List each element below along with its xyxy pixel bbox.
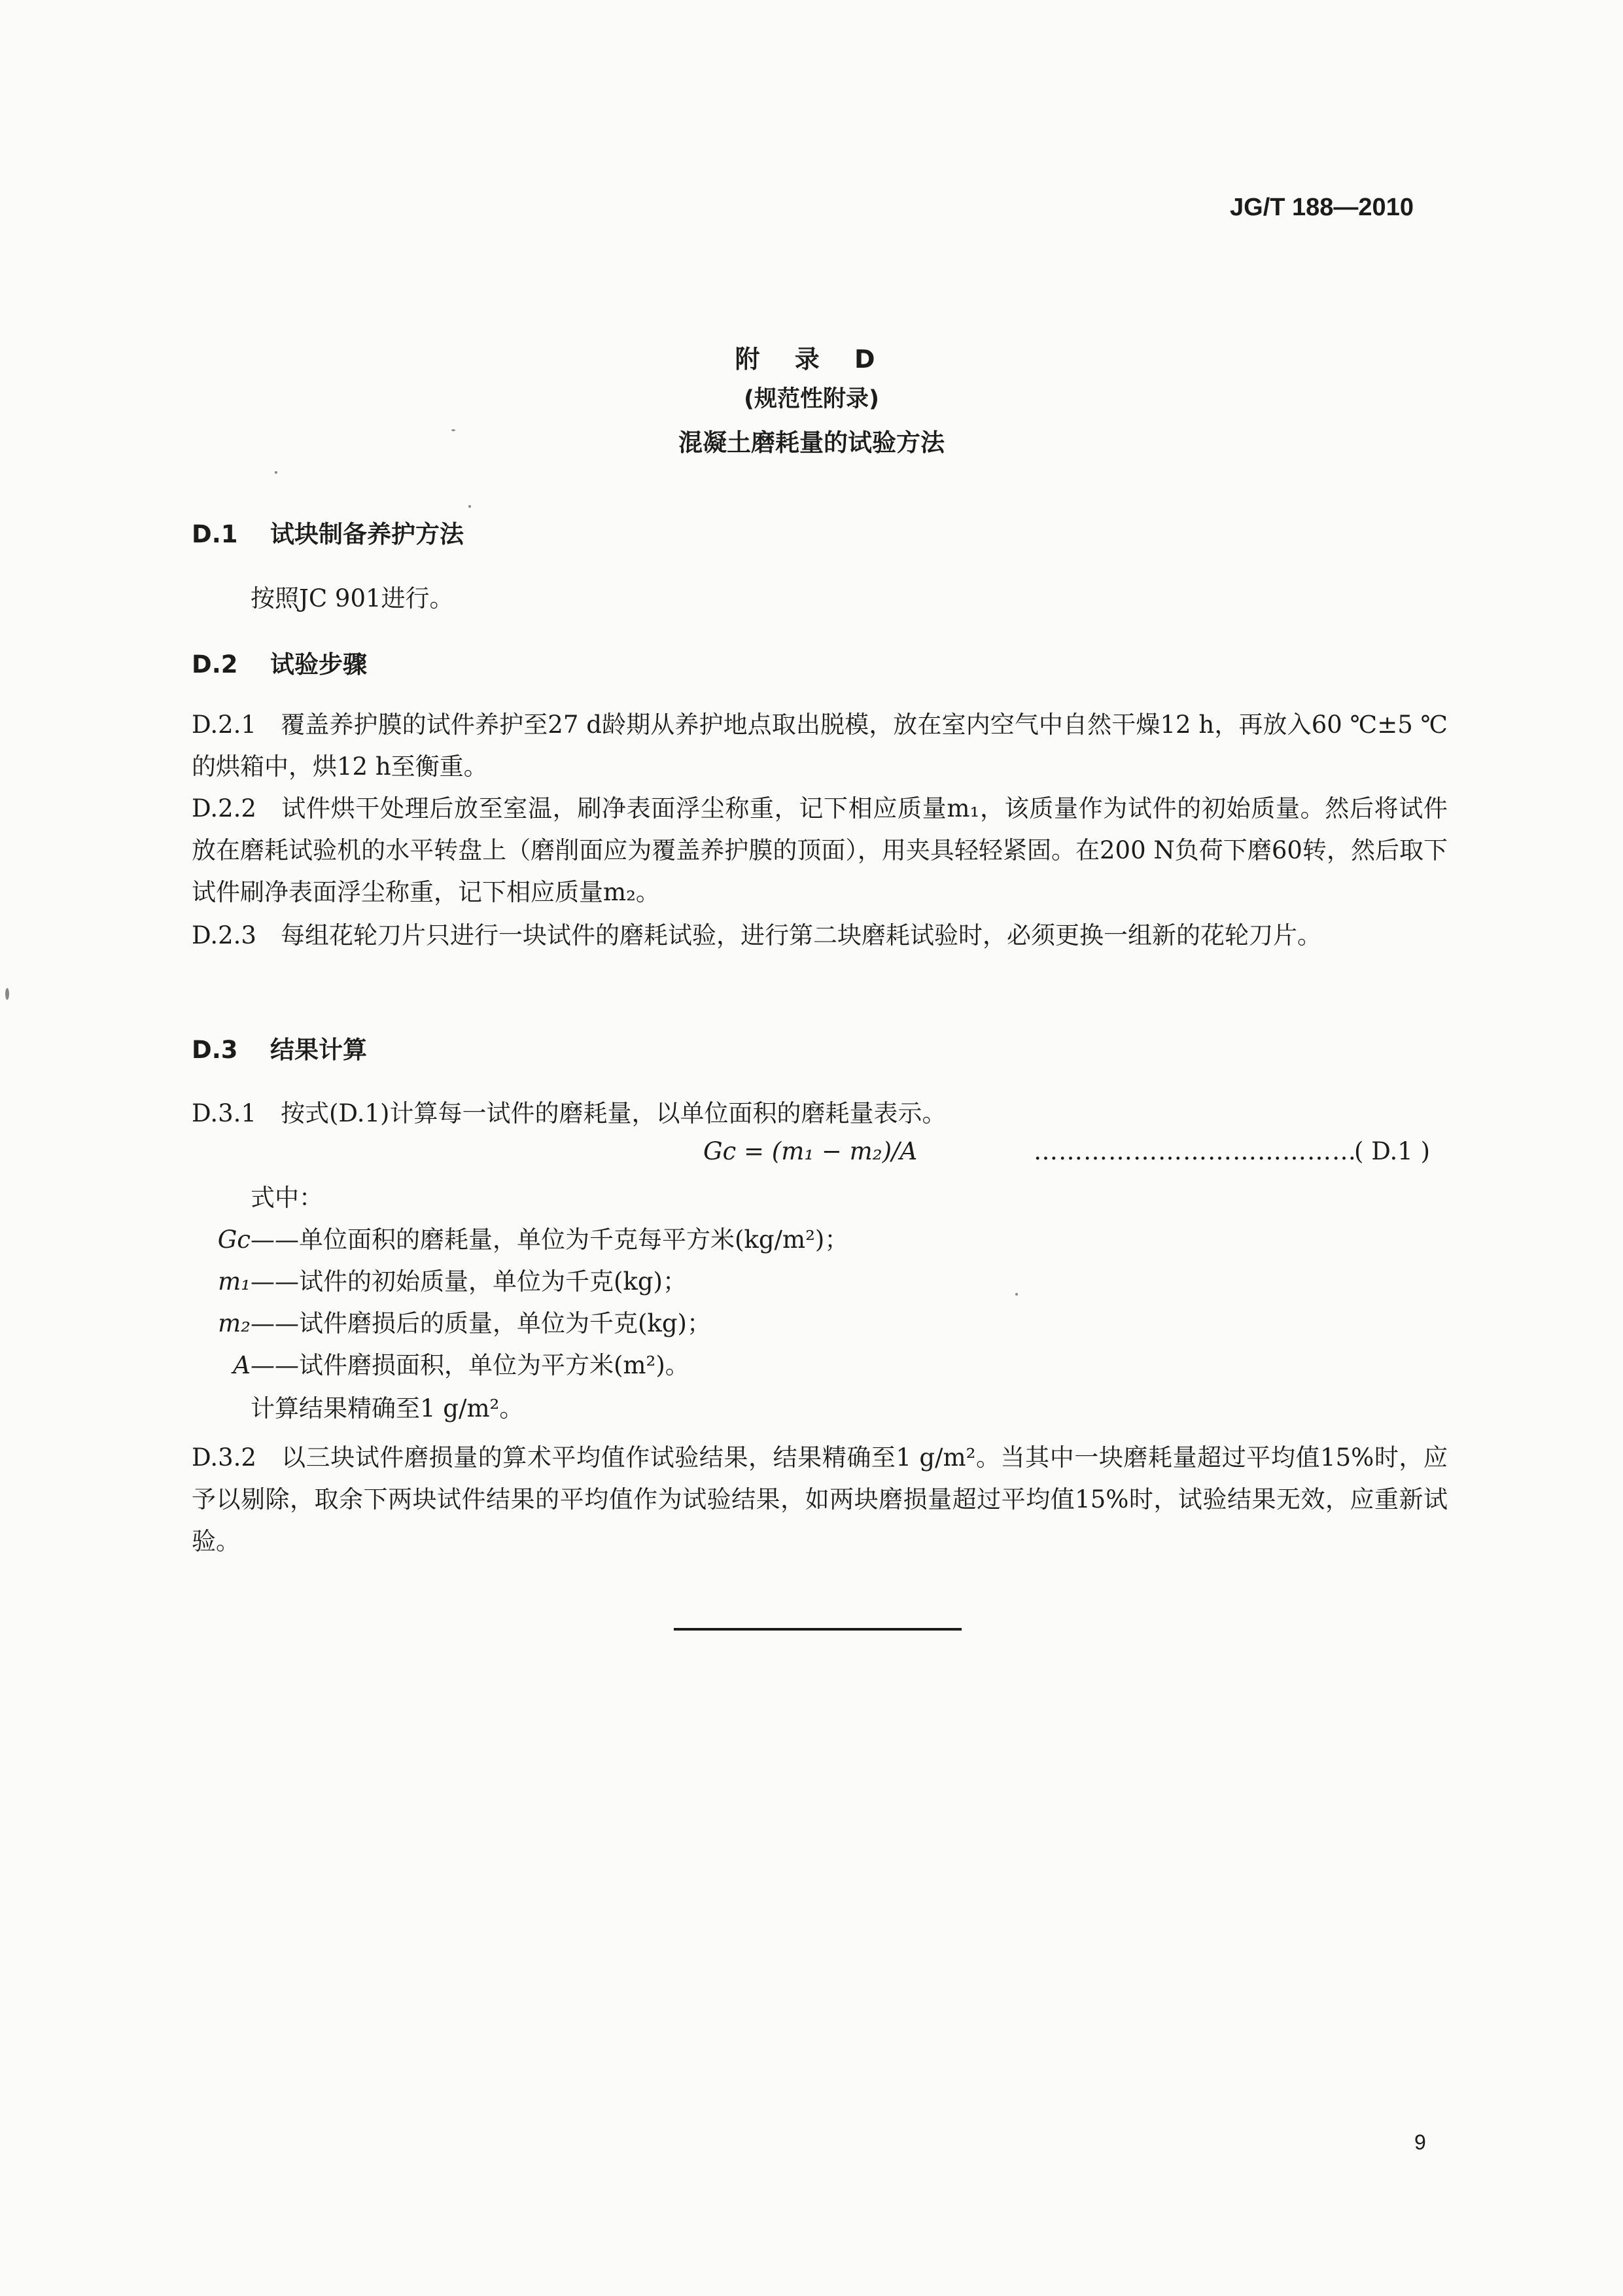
appendix-subject: 混凝土磨耗量的试验方法 [678,429,945,457]
variable-symbol: m₁ [218,1267,251,1296]
section-d1-title: 试块制备养护方法 [270,520,464,548]
clause-d3-1: D.3.1 按式(D.1)计算每一试件的磨耗量，以单位面积的磨耗量表示。 [192,1099,947,1127]
variable-description: ——单位面积的磨耗量，单位为千克每平方米(kg/m²)； [251,1226,849,1254]
variable-description: ——试件的初始质量，单位为千克(kg)； [251,1267,687,1296]
section-d1-body: 按照JC 901进行。 [251,584,454,612]
section-d2-title: 试验步骤 [270,650,367,679]
appendix-title: 附 录 D [735,345,888,374]
standard-code: JG/T 188—2010 [1230,194,1414,221]
where-label: 式中： [251,1184,323,1212]
section-d3-number: D.3 [192,1036,238,1064]
formula-leader-dots: ………………………………… [1034,1137,1357,1165]
appendix-type: (规范性附录) [744,386,879,412]
scan-speck [451,429,455,431]
clause-d2-1: D.2.1 覆盖养护膜的试件养护至27 d龄期从养护地点取出脱模，放在室内空气中自然干燥12 h，再放入60 ℃±5 ℃的烘箱中，烘12 h至衡重。 [192,711,1448,781]
variable-definition [166,1262,687,1297]
variable-definition [166,1220,848,1255]
page-number: 9 [1414,2130,1426,2154]
clause-d3-2: D.3.2 以三块试件磨损量的算术平均值作试验结果，结果精确至1 g/m²。当其中一块磨耗量超过平均值15%时，应予以剔除，取余下两块试件结果的平均值作为试验结果，如两块磨损量超过平均值15%时，试验结果无效，应重新试验。 [192,1443,1448,1555]
variable-symbol: m₂ [218,1309,251,1337]
variable-description: ——试件磨损面积，单位为平方米(m²)。 [251,1351,689,1379]
scan-speck [1015,1293,1018,1296]
variable-symbol: Gc [217,1226,251,1254]
section-d3-title: 结果计算 [270,1036,367,1064]
variable-description: ——试件磨损后的质量，单位为千克(kg)； [251,1309,711,1337]
variable-symbol: A [233,1351,251,1379]
section-d3-heading [192,1030,367,1065]
formula-d1: Gc = (m₁ − m₂)/A [703,1137,918,1165]
section-d2-number: D.2 [192,650,238,679]
scan-speck [275,471,277,474]
section-d1-number: D.1 [192,520,238,548]
clause-d2-3: D.2.3 每组花轮刀片只进行一块试件的磨耗试验，进行第二块磨耗试验时，必须更换一组新的花轮刀片。 [192,921,1321,949]
scan-speck [468,505,471,508]
scan-speck [5,988,9,1000]
variable-definition [166,1345,689,1381]
formula-number: ( D.1 ) [1354,1137,1431,1165]
section-d2-heading [192,645,367,680]
end-rule [674,1628,962,1631]
clause-d2-2: D.2.2 试件烘干处理后放至室温，刷净表面浮尘称重，记下相应质量m₁，该质量作为试件的初始质量。然后将试件放在磨耗试验机的水平转盘上（磨削面应为覆盖养护膜的顶面），用夹具轻轻紧固。在200 N负荷下磨60转，然后取下试件刷净表面浮尘称重，记下相应质量m₂。 [192,794,1448,906]
variable-definition [166,1303,711,1339]
precision-note: 计算结果精确至1 g/m²。 [251,1394,524,1422]
section-d1-heading [192,514,464,550]
